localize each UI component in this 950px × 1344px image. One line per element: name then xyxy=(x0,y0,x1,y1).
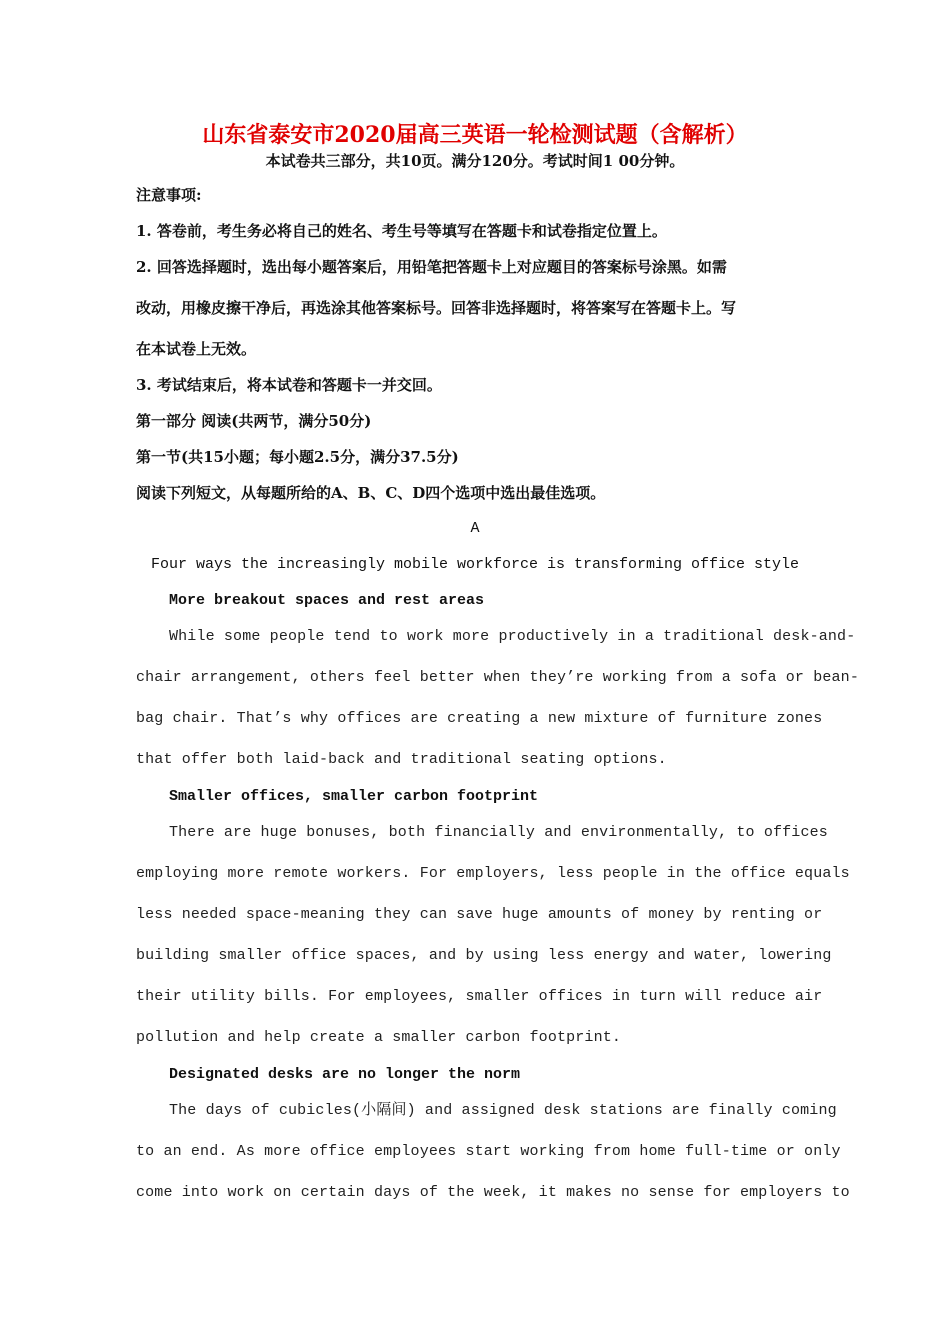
notes-heading: 注意事项: xyxy=(136,186,202,204)
paragraph-line: While some people tend to work more productively in a traditional desk-and- xyxy=(169,628,856,645)
section-subheading: Designated desks are no longer the norm xyxy=(169,1066,521,1083)
note-line: 3. 考试结束后，将本试卷和答题卡一并交回。 xyxy=(136,376,442,394)
section-subheading: Smaller offices, smaller carbon footprint xyxy=(169,788,539,805)
paragraph-line: There are huge bonuses, both financially and environmentally, to offices xyxy=(169,824,828,841)
paragraph-line: that offer both laid-back and traditional seating options. xyxy=(136,751,667,768)
note-line: 在本试卷上无效。 xyxy=(136,340,257,358)
section-heading: 第一节(共15小题；每小题2.5分，满分37.5分) xyxy=(136,448,459,466)
paragraph-line: less needed space-meaning they can save huge amounts of money by renting or xyxy=(136,906,823,923)
paragraph-line: bag chair. That’s why offices are creating a new mixture of furniture zones xyxy=(136,710,823,727)
note-line: 1. 答卷前，考生务必将自己的姓名、考生号等填写在答题卡和试卷指定位置上。 xyxy=(136,222,667,240)
paragraph-line: The days of cubicles(小隔间) and assigned desk stations are finally coming xyxy=(169,1102,837,1119)
note-line: 2. 回答选择题时，选出每小题答案后，用铅笔把答题卡上对应题目的答案标号涂黑。如需 xyxy=(136,258,727,276)
note-line: 改动，用橡皮擦干净后，再选涂其他答案标号。回答非选择题时，将答案写在答题卡上。写 xyxy=(136,299,737,317)
section-subheading: More breakout spaces and rest areas xyxy=(169,592,485,609)
paragraph-line: chair arrangement, others feel better when they’re working from a sofa or bean- xyxy=(136,669,859,686)
document-title: 山东省泰安市2020届高三英语一轮检测试题（含解析） xyxy=(202,122,748,148)
paragraph-line: to an end. As more office employees start working from home full-time or only xyxy=(136,1143,841,1160)
exam-info: 本试卷共三部分，共10页。满分120分。考试时间1 00分钟。 xyxy=(265,152,685,170)
paragraph-line: come into work on certain days of the week, it makes no sense for employers to xyxy=(136,1184,850,1201)
passage-label: A xyxy=(470,520,480,537)
paragraph-line: their utility bills. For employees, smaller offices in turn will reduce air xyxy=(136,988,823,1005)
part-heading: 第一部分 阅读(共两节，满分50分) xyxy=(136,412,372,430)
passage-title: Four ways the increasingly mobile workforce is transforming office style xyxy=(150,556,800,573)
instruction-text: 阅读下列短文，从每题所给的A、B、C、D四个选项中选出最佳选项。 xyxy=(136,484,606,502)
paragraph-line: employing more remote workers. For employers, less people in the office equals xyxy=(136,865,850,882)
paragraph-line: building smaller office spaces, and by using less energy and water, lowering xyxy=(136,947,832,964)
paragraph-line: pollution and help create a smaller carbon footprint. xyxy=(136,1029,622,1046)
